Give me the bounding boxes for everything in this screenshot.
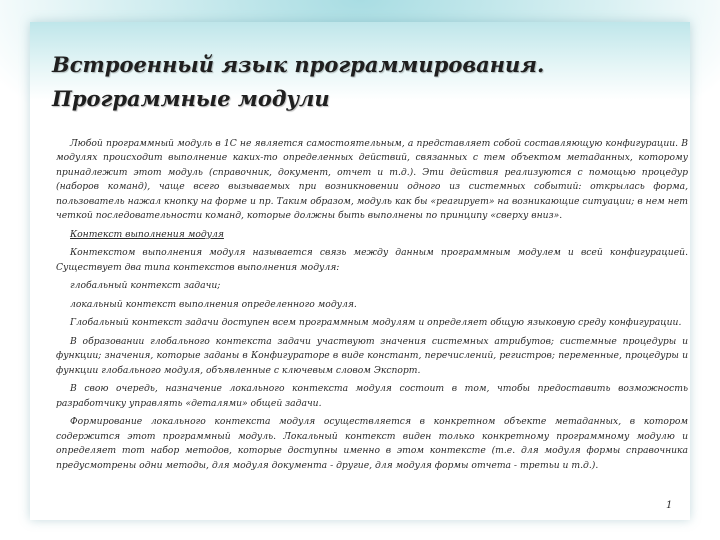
paragraph-context-definition: Контекстом выполнения модуля называется связь между данным программным модулем и всей конфигурацией. Существует два типа контекстов выполнения модуля: bbox=[56, 247, 688, 273]
paragraph-local-context-formation: Формирование локального контекста модуля осуществляется в конкретном объекте метаданных, в котором содержится этот программный модуль. Локальный контекст виден только конкретному программному модулю и определяет тот набор методов, которые доступны именно в этом контексте (т.е. для модуля формы справочника предусмотрены одни методы, для модуля документа - другие, для модуля формы отчета - третьи и т.д.). bbox=[56, 416, 688, 471]
title-line-1: Встроенный язык программирования. bbox=[52, 52, 545, 77]
slide-body bbox=[56, 137, 688, 477]
page-number: 1 bbox=[666, 500, 673, 511]
section-heading-context: Контекст выполнения модуля bbox=[70, 228, 224, 240]
paragraph-global-context-formation: В образовании глобального контекста задачи участвуют значения системных атрибутов; системные процедуры и функции; значения, которые заданы в Конфигураторе в виде констант, перечислений, регистров; переменные, процедуры и функции глобального модуля, объявленные с ключевым словом Экспорт. bbox=[56, 336, 688, 376]
title-line-2: Программные модули bbox=[52, 86, 330, 111]
slide-title bbox=[52, 48, 672, 116]
paragraph-global-context: Глобальный контекст задачи доступен всем программным модулям и определяет общую языковую среду конфигурации. bbox=[70, 317, 682, 329]
paragraph-intro: Любой программный модуль в 1С не является самостоятельным, а представляет собой составляющую конфигурации. В модулях происходит выполнение каких-то определенных действий, связанных с тем объектом метаданных, которому принадлежит этот модуль (справочник, документ, отчет и т.д.). Эти действия реализуются с помощью процедур (наборов команд), чаще всего вызываемых при возникновении одного из системных событий: открылась форма, пользователь нажал кнопку на форме и пр. Таким образом, модуль как бы «реагирует» на возникающие ситуации; в нем нет четкой последовательности команд, которые должны быть выполнены по принципу «сверху вниз». bbox=[56, 138, 688, 222]
list-item-global-context: глобальный контекст задачи; bbox=[70, 280, 221, 292]
paragraph-local-context-purpose: В свою очередь, назначение локального контекста модуля состоит в том, чтобы предоставить возможность разработчику управлять «деталями» общей задачи. bbox=[56, 383, 688, 409]
list-item-local-context: локальный контекст выполнения определенного модуля. bbox=[70, 298, 357, 310]
